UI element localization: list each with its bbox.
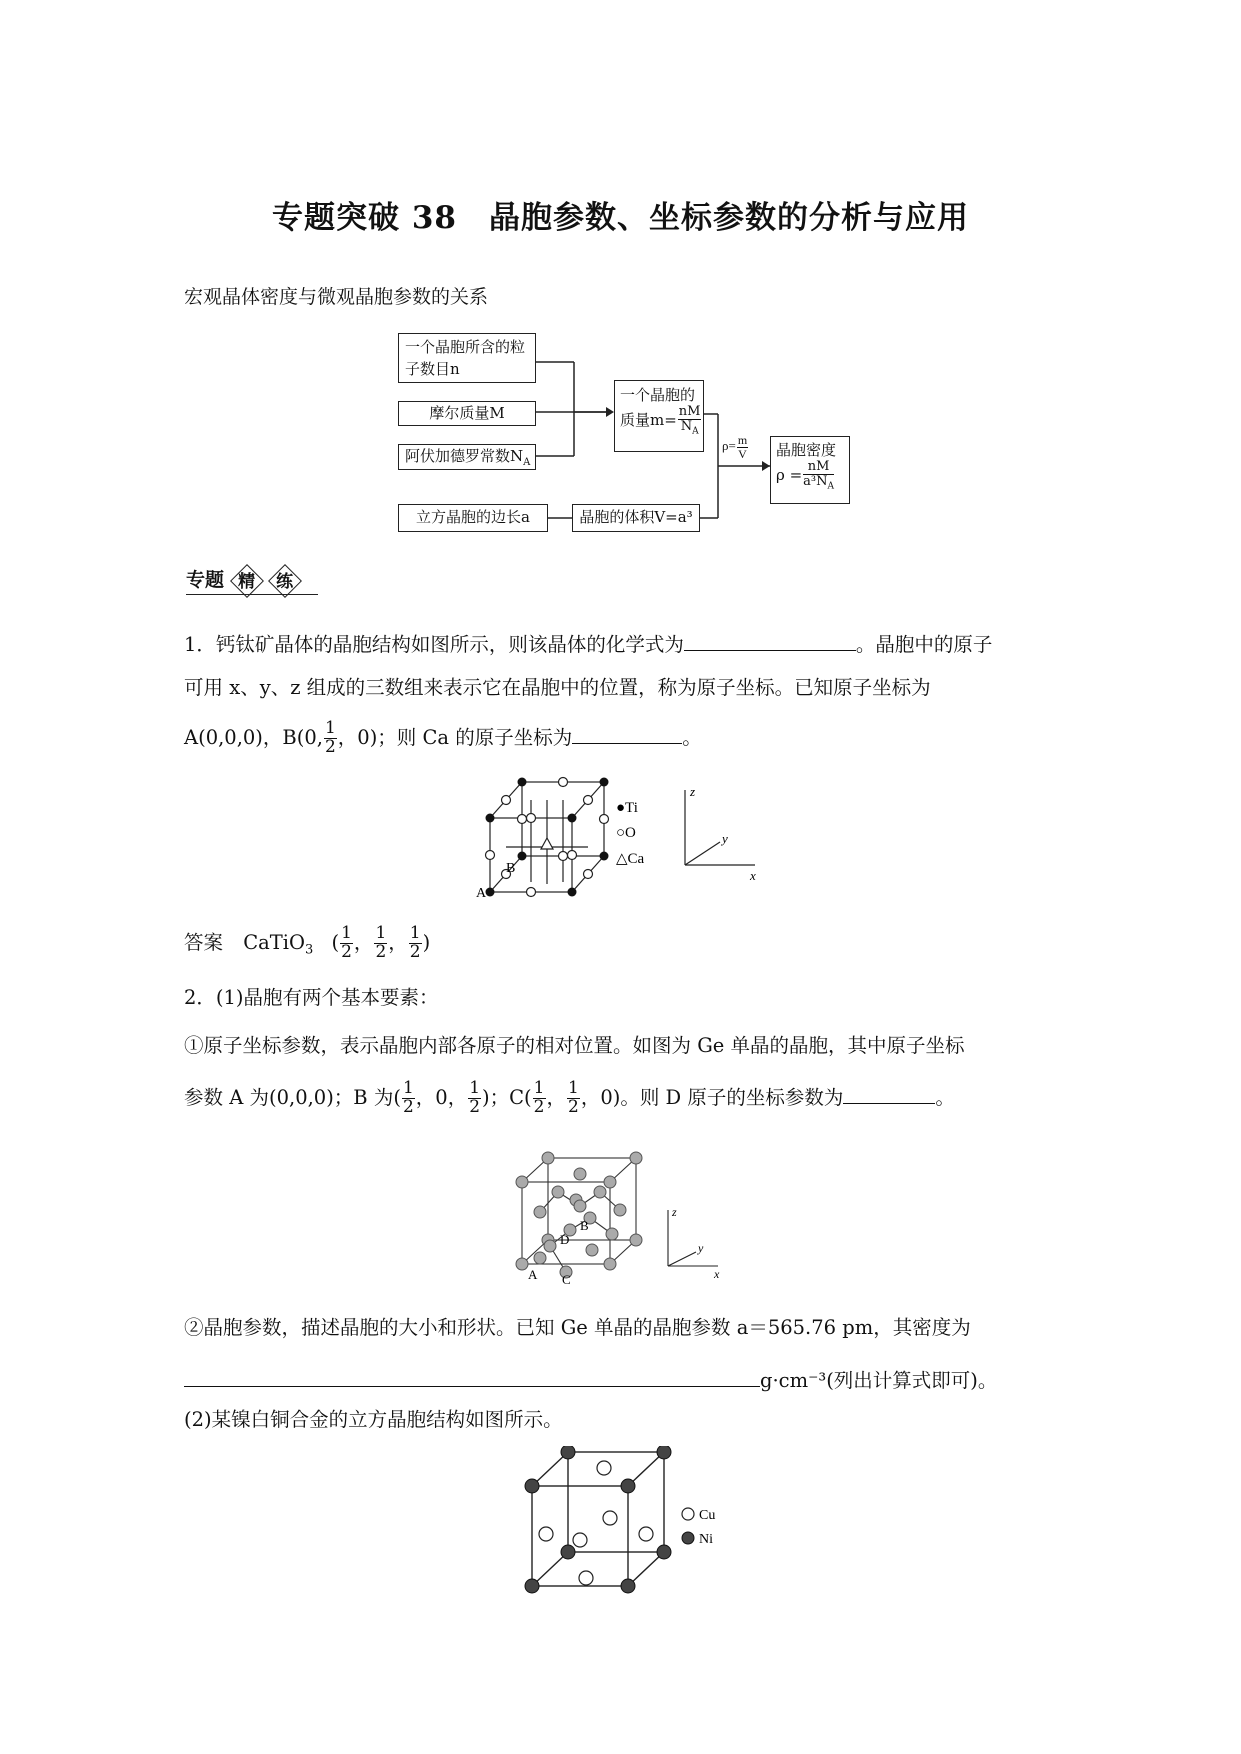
q2-frac-2-den: 2 — [469, 1096, 481, 1117]
section-subtitle: 宏观晶体密度与微观晶胞参数的关系 — [184, 286, 489, 308]
q2-p2-line1: ②晶胞参数，描述晶胞的大小和形状。已知 Ge 单晶的晶胞参数 a＝565.76 pm，其密度为 — [184, 1316, 971, 1339]
q2-intro: 2．(1)晶胞有两个基本要素： — [184, 986, 439, 1009]
answer-frac-z-num: 1 — [409, 923, 421, 943]
ge-label-a: A — [528, 1267, 538, 1282]
section-badge — [186, 565, 301, 593]
cell-mass-den: N — [680, 418, 693, 434]
ge-axis-x: x — [714, 1267, 720, 1281]
ni-legend-icon — [682, 1532, 694, 1544]
q2-blank-density[interactable] — [184, 1366, 760, 1387]
q2-p1-end: 。 — [935, 1085, 955, 1109]
rho-label: ρ= — [722, 438, 736, 454]
q2-frac-3-den: 2 — [533, 1096, 545, 1117]
q2-frac-3-num: 1 — [533, 1078, 545, 1098]
q2-p1-d: ， — [546, 1085, 567, 1109]
ca-atom-icon — [541, 838, 553, 849]
ge-label-c: C — [562, 1272, 571, 1286]
q1-axis-z: z — [690, 784, 696, 799]
ge-axis-y: y — [698, 1241, 704, 1255]
density-den: a³N — [803, 473, 828, 489]
q2-frac-1-den: 2 — [402, 1096, 414, 1117]
q2-frac-1 — [402, 1080, 415, 1117]
q2-p2-end: g·cm⁻³(列出计算式即可)。 — [760, 1369, 998, 1392]
q2-p1-line2 — [184, 1080, 955, 1117]
answer-frac-y-num: 1 — [375, 923, 387, 943]
flow-box-molar-mass: 摩尔质量M — [398, 401, 536, 426]
q2-frac-1-num: 1 — [402, 1078, 414, 1098]
legend-ti: ●Ti — [616, 800, 638, 816]
q1-half-num: 1 — [324, 718, 336, 738]
cell-mass-fraction — [678, 405, 702, 437]
answer-frac-y — [374, 925, 387, 962]
answer-frac-y-den: 2 — [375, 941, 387, 962]
flow-box-edge-length: 立方晶胞的边长a — [398, 504, 548, 532]
q2-frac-4-num: 1 — [568, 1078, 579, 1098]
badge-diamond-1 — [230, 564, 264, 598]
legend-ni: Ni — [699, 1532, 713, 1547]
q1-label-a: A — [476, 886, 487, 900]
answer-frac-x-den: 2 — [341, 941, 352, 962]
q2-frac-3 — [533, 1080, 546, 1117]
perovskite-cell-figure — [470, 770, 770, 900]
flow-box-particle-count-line2: 子数目n — [405, 360, 460, 378]
q2-frac-4 — [567, 1080, 580, 1117]
q1-line3 — [184, 720, 702, 757]
q2-p1-line1: ①原子坐标参数，表示晶胞内部各原子的相对位置。如图为 Ge 单晶的晶胞，其中原子坐标 — [184, 1034, 965, 1057]
cell-mass-line1: 一个晶胞的 — [620, 386, 696, 404]
q1-line1-text: 1．钙钛矿晶体的晶胞结构如图所示，则该晶体的化学式为 — [184, 633, 684, 656]
q2-frac-2-num: 1 — [469, 1078, 481, 1098]
q1-line3-a: A(0,0,0)，B(0, — [184, 725, 323, 749]
legend-ca: △Ca — [616, 851, 645, 867]
answer-frac-z-den: 2 — [409, 941, 421, 962]
cuni-cell-figure — [510, 1446, 750, 1596]
ge-axis-z: z — [672, 1205, 677, 1219]
density-line1: 晶胞密度 — [776, 441, 837, 459]
rho-fraction — [737, 434, 748, 460]
cell-mass-eq: 质量m= — [620, 410, 677, 429]
density-rho: ρ = — [776, 465, 803, 484]
density-fraction — [803, 460, 834, 492]
rho-formula — [722, 434, 749, 460]
flow-box-particle-count — [398, 333, 536, 383]
answer-sep-1: ， — [353, 930, 374, 954]
answer-sep-2: ， — [388, 930, 408, 954]
q1-line1-end: 。晶胞中的原子 — [855, 633, 993, 656]
q2-p3: (2)某镍白铜合金的立方晶胞结构如图所示。 — [184, 1408, 563, 1431]
avogadro-sub: A — [523, 457, 531, 468]
cell-mass-num: nM — [678, 404, 701, 419]
q1-line1 — [184, 630, 992, 655]
ge-label-b: B — [580, 1218, 589, 1233]
q2-blank-d[interactable] — [843, 1083, 935, 1104]
answer-frac-z — [409, 925, 422, 962]
badge-text-c: 练 — [276, 571, 294, 592]
answer-label: 答案 — [184, 930, 224, 954]
q1-line3-end: 。 — [682, 725, 702, 749]
rho-den: V — [738, 446, 747, 461]
avogadro-text: 阿伏加德罗常数N — [405, 447, 524, 465]
q1-half-den: 2 — [324, 736, 336, 757]
cell-mass-den-sub: A — [692, 426, 699, 437]
ge-label-d: D — [560, 1232, 570, 1247]
answer1 — [184, 925, 430, 962]
rho-num: m — [737, 433, 748, 447]
flow-box-avogadro — [398, 444, 536, 470]
density-num: nM — [803, 460, 834, 475]
q2-p2-line2 — [184, 1366, 997, 1391]
q1-label-b: B — [506, 861, 516, 876]
q1-line3-b: ，0)；则 Ca 的原子坐标为 — [337, 725, 573, 749]
answer-close-paren: ) — [422, 930, 431, 954]
answer-open-paren: ( — [331, 930, 340, 954]
q1-axes — [685, 790, 755, 865]
q1-blank-ca[interactable] — [572, 723, 682, 744]
page-title: 专题突破 38 晶胞参数、坐标参数的分析与应用 — [272, 200, 969, 236]
q2-frac-4-den: 2 — [568, 1096, 579, 1117]
ge-cell-figure — [500, 1148, 750, 1286]
flow-box-density — [770, 436, 850, 504]
q2-p1-a: 参数 A 为(0,0,0)；B 为( — [184, 1085, 401, 1109]
flowchart-connectors — [0, 0, 1241, 560]
badge-underline — [186, 594, 318, 595]
q2-p1-b: ，0， — [415, 1085, 468, 1109]
answer-formula: CaTiO — [243, 930, 305, 954]
q1-half — [324, 720, 337, 757]
legend-o: ○O — [616, 825, 636, 841]
answer-frac-x-num: 1 — [341, 923, 352, 943]
badge-text-b: 精 — [237, 571, 255, 592]
q1-axis-x: x — [750, 868, 756, 883]
q2-frac-2 — [468, 1080, 481, 1117]
cu-legend-icon — [682, 1508, 694, 1520]
density-den-sub: A — [827, 481, 834, 492]
q2-p1-c: )；C( — [482, 1085, 532, 1109]
answer-frac-x — [340, 925, 353, 962]
flow-box-cell-volume: 晶胞的体积V=a³ — [572, 504, 700, 532]
badge-diamond-2 — [268, 564, 302, 598]
answer-formula-sub: 3 — [305, 942, 314, 958]
q1-line2: 可用 x、y、z 组成的三数组来表示它在晶胞中的位置，称为原子坐标。已知原子坐标为 — [184, 676, 931, 699]
badge-text-a: 专题 — [186, 569, 225, 591]
flow-box-particle-count-line1: 一个晶胞所含的粒 — [405, 338, 526, 356]
flow-box-cell-mass — [614, 380, 704, 452]
q1-blank-formula[interactable] — [684, 630, 856, 651]
q1-axis-y: y — [722, 831, 728, 846]
q2-p1-e: ，0)。则 D 原子的坐标参数为 — [580, 1085, 844, 1109]
legend-cu: Cu — [699, 1508, 716, 1523]
